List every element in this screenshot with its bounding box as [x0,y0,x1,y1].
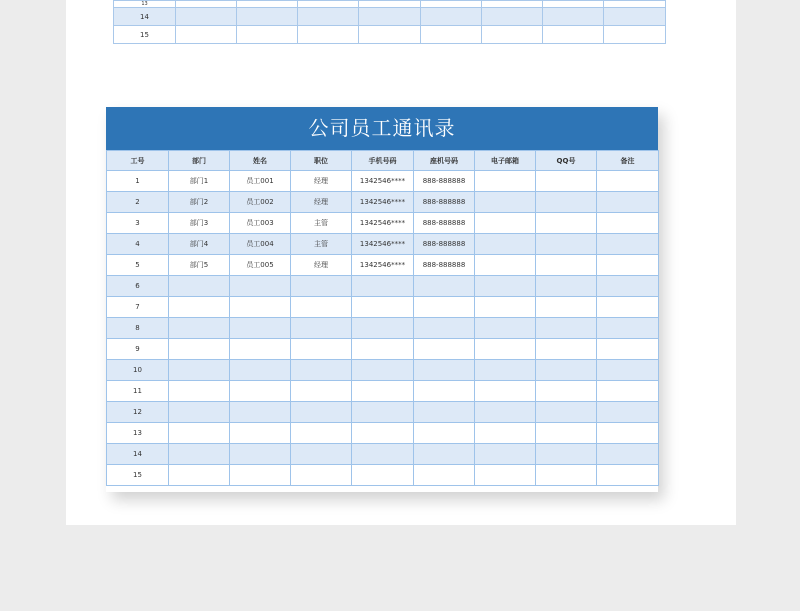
name-cell[interactable] [230,402,291,423]
table-row [107,192,659,213]
department-cell[interactable] [169,339,230,360]
id-cell[interactable]: 5 [107,255,169,276]
position-cell[interactable]: 经理 [291,171,352,192]
name-cell[interactable]: 员工004 [230,234,291,255]
column-header-id: 工号 [107,151,169,171]
position-cell[interactable]: 经理 [291,255,352,276]
email-cell[interactable] [475,255,536,276]
department-cell[interactable] [169,465,230,486]
email-cell[interactable] [475,213,536,234]
landline-cell[interactable] [414,423,475,444]
note-cell[interactable] [597,381,659,402]
qq-cell[interactable] [536,423,597,444]
header-row [107,151,659,171]
column-header-name: 姓名 [230,151,291,171]
landline-cell[interactable] [414,465,475,486]
column-header-department: 部门 [169,151,230,171]
name-cell[interactable] [230,276,291,297]
id-cell[interactable]: 2 [107,192,169,213]
department-cell[interactable] [169,402,230,423]
name-cell[interactable] [230,444,291,465]
position-cell[interactable] [291,402,352,423]
mobile-cell[interactable] [352,318,414,339]
mobile-cell[interactable] [352,276,414,297]
email-cell[interactable] [475,465,536,486]
table-row [107,402,659,423]
landline-cell[interactable] [414,276,475,297]
note-cell[interactable] [597,234,659,255]
qq-cell[interactable] [536,276,597,297]
name-cell[interactable]: 员工002 [230,192,291,213]
contact-table [106,150,659,486]
previous-table-fragment [113,0,666,44]
column-header-qq: QQ号 [536,151,597,171]
table-row [107,465,659,486]
mobile-cell[interactable] [352,360,414,381]
id-cell[interactable]: 11 [107,381,169,402]
table-row [107,171,659,192]
table-row [114,1,666,8]
landline-cell[interactable] [414,339,475,360]
landline-cell[interactable]: 888-888888 [414,192,475,213]
email-cell[interactable] [475,171,536,192]
mobile-cell[interactable]: 1342546**** [352,171,414,192]
position-cell[interactable] [291,318,352,339]
landline-cell[interactable]: 888-888888 [414,213,475,234]
mobile-cell[interactable] [352,465,414,486]
table-row [107,381,659,402]
position-cell[interactable]: 经理 [291,192,352,213]
mobile-cell[interactable]: 1342546**** [352,213,414,234]
table-row [114,26,666,44]
email-cell[interactable] [475,444,536,465]
qq-cell[interactable] [536,234,597,255]
note-cell[interactable] [597,255,659,276]
department-cell[interactable]: 部门3 [169,213,230,234]
page-title: 公司员工通讯录 [106,107,658,150]
landline-cell[interactable] [414,381,475,402]
table-row [107,444,659,465]
qq-cell[interactable] [536,402,597,423]
row-number-cell: 13 [114,1,176,8]
note-cell[interactable] [597,171,659,192]
table-row [107,297,659,318]
email-cell[interactable] [475,276,536,297]
qq-cell[interactable] [536,360,597,381]
qq-cell[interactable] [536,297,597,318]
column-header-note: 备注 [597,151,659,171]
landline-cell[interactable]: 888-888888 [414,171,475,192]
note-cell[interactable] [597,465,659,486]
position-cell[interactable] [291,276,352,297]
note-cell[interactable] [597,213,659,234]
position-cell[interactable]: 主管 [291,213,352,234]
department-cell[interactable] [169,381,230,402]
row-number-cell: 15 [114,26,176,44]
table-row [107,234,659,255]
mobile-cell[interactable] [352,402,414,423]
note-cell[interactable] [597,423,659,444]
column-header-email: 电子邮箱 [475,151,536,171]
email-cell[interactable] [475,192,536,213]
id-cell[interactable]: 3 [107,213,169,234]
id-cell[interactable]: 9 [107,339,169,360]
email-cell[interactable] [475,318,536,339]
id-cell[interactable]: 4 [107,234,169,255]
email-cell[interactable] [475,297,536,318]
qq-cell[interactable] [536,171,597,192]
table-row [114,8,666,26]
landline-cell[interactable] [414,360,475,381]
table-row [107,318,659,339]
column-header-landline: 座机号码 [414,151,475,171]
department-cell[interactable]: 部门1 [169,171,230,192]
landline-cell[interactable] [414,297,475,318]
position-cell[interactable] [291,465,352,486]
qq-cell[interactable] [536,465,597,486]
email-cell[interactable] [475,234,536,255]
position-cell[interactable] [291,444,352,465]
table-row [107,360,659,381]
note-cell[interactable] [597,297,659,318]
note-cell[interactable] [597,192,659,213]
table-row [107,276,659,297]
column-header-mobile: 手机号码 [352,151,414,171]
landline-cell[interactable] [414,318,475,339]
name-cell[interactable] [230,360,291,381]
email-cell[interactable] [475,339,536,360]
department-cell[interactable]: 部门5 [169,255,230,276]
name-cell[interactable] [230,465,291,486]
mobile-cell[interactable] [352,297,414,318]
qq-cell[interactable] [536,255,597,276]
qq-cell[interactable] [536,381,597,402]
name-cell[interactable] [230,297,291,318]
department-cell[interactable]: 部门4 [169,234,230,255]
note-cell[interactable] [597,339,659,360]
position-cell[interactable] [291,360,352,381]
mobile-cell[interactable]: 1342546**** [352,192,414,213]
department-cell[interactable] [169,318,230,339]
name-cell[interactable] [230,423,291,444]
email-cell[interactable] [475,402,536,423]
department-cell[interactable] [169,444,230,465]
name-cell[interactable]: 员工001 [230,171,291,192]
position-cell[interactable] [291,423,352,444]
note-cell[interactable] [597,318,659,339]
id-cell[interactable]: 12 [107,402,169,423]
name-cell[interactable]: 员工003 [230,213,291,234]
landline-cell[interactable]: 888-888888 [414,234,475,255]
id-cell[interactable]: 7 [107,297,169,318]
landline-cell[interactable] [414,444,475,465]
email-cell[interactable] [475,423,536,444]
note-cell[interactable] [597,402,659,423]
qq-cell[interactable] [536,339,597,360]
row-number-cell: 14 [114,8,176,26]
mobile-cell[interactable]: 1342546**** [352,234,414,255]
id-cell[interactable]: 8 [107,318,169,339]
position-cell[interactable]: 主管 [291,234,352,255]
id-cell[interactable]: 14 [107,444,169,465]
landline-cell[interactable] [414,402,475,423]
name-cell[interactable] [230,318,291,339]
department-cell[interactable] [169,297,230,318]
mobile-cell[interactable] [352,339,414,360]
mobile-cell[interactable] [352,444,414,465]
department-cell[interactable] [169,360,230,381]
department-cell[interactable] [169,276,230,297]
contact-list-card [106,107,658,492]
id-cell[interactable]: 13 [107,423,169,444]
qq-cell[interactable] [536,192,597,213]
landline-cell[interactable]: 888-888888 [414,255,475,276]
qq-cell[interactable] [536,318,597,339]
id-cell[interactable]: 15 [107,465,169,486]
table-row [107,339,659,360]
id-cell[interactable]: 6 [107,276,169,297]
position-cell[interactable] [291,381,352,402]
table-row [107,213,659,234]
qq-cell[interactable] [536,444,597,465]
name-cell[interactable]: 员工005 [230,255,291,276]
note-cell[interactable] [597,276,659,297]
position-cell[interactable] [291,339,352,360]
id-cell[interactable]: 1 [107,171,169,192]
qq-cell[interactable] [536,213,597,234]
email-cell[interactable] [475,360,536,381]
mobile-cell[interactable]: 1342546**** [352,255,414,276]
column-header-position: 职位 [291,151,352,171]
name-cell[interactable] [230,339,291,360]
table-row [107,255,659,276]
note-cell[interactable] [597,444,659,465]
table-row [107,423,659,444]
position-cell[interactable] [291,297,352,318]
id-cell[interactable]: 10 [107,360,169,381]
name-cell[interactable] [230,381,291,402]
department-cell[interactable]: 部门2 [169,192,230,213]
mobile-cell[interactable] [352,423,414,444]
note-cell[interactable] [597,360,659,381]
department-cell[interactable] [169,423,230,444]
mobile-cell[interactable] [352,381,414,402]
email-cell[interactable] [475,381,536,402]
